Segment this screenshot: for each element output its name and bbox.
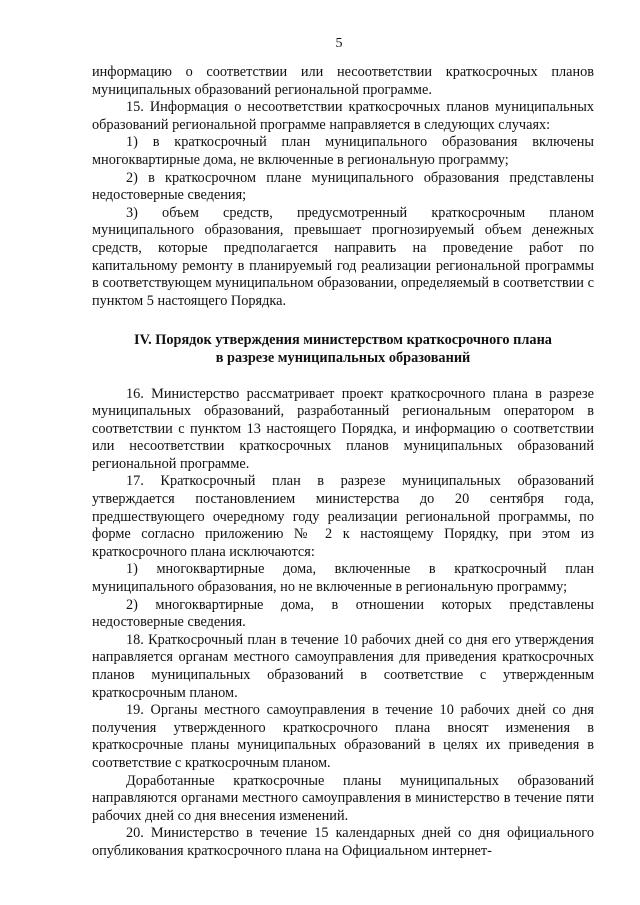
section-three-continuation [92, 64, 594, 310]
paragraph: 17. Краткосрочный план в разрезе муниципальных образований утверждается постановлением министерства до 20 сентября года, предшествующего очередному году реализации региональной программы, по форме согласно приложению № 2 к настоящему Порядку, при этом из краткосрочного плана исключаются: [92, 473, 594, 560]
paragraph: 19. Органы местного самоуправления в течение 10 рабочих дней со дня получения утвержденного краткосрочного плана вносят изменения в краткосрочные планы муниципальных образований в целях их приведения в соответствие с краткосрочным планом. [92, 702, 594, 771]
paragraph: 1) в краткосрочный план муниципального образования включены многоквартирные дома, не включенные в региональную программу; [92, 134, 594, 168]
paragraph: информацию о соответствии или несоответствии краткосрочных планов муниципальных образований региональной программе. [92, 64, 594, 98]
document-body [92, 64, 594, 861]
section-four-body [92, 386, 594, 861]
paragraph: 15. Информация о несоответствии краткосрочных планов муниципальных образований региональной программе направляется в следующих случаях: [92, 99, 594, 133]
section-heading-line-2: в разрезе муниципальных образований [215, 349, 471, 366]
section-heading-line-1: IV. Порядок утверждения министерством краткосрочного плана [134, 332, 552, 349]
paragraph: 1) многоквартирные дома, включенные в краткосрочный план муниципального образования, но не включенные в региональную программу; [92, 561, 594, 596]
section-heading-iv [92, 332, 594, 367]
paragraph: 2) в краткосрочном плане муниципального образования представлены недостоверные сведения; [92, 169, 594, 204]
paragraph: 2) многоквартирные дома, в отношении которых представлены недостоверные сведения. [92, 596, 594, 631]
page-number: 5 [335, 36, 343, 51]
paragraph: Доработанные краткосрочные планы муниципальных образований направляются органами местного самоуправления в министерство в течение пяти рабочих дней со дня внесения изменений. [92, 772, 594, 824]
paragraph: 16. Министерство рассматривает проект краткосрочного плана в разрезе муниципальных образований, разработанный региональным оператором в соответствии с пунктом 13 настоящего Порядка, и информацию о соответствии или несоответствии краткосрочных планов муниципальных образований региональной программе. [92, 385, 594, 472]
paragraph: 18. Краткосрочный план в течение 10 рабочих дней со дня его утверждения направляется органам местного самоуправления для приведения краткосрочных планов муниципальных образований в соответствие с утвержденным краткосрочным планом. [92, 631, 594, 701]
paragraph: 3) объем средств, предусмотренный краткосрочным планом муниципального образования, превышает прогнозируемый объем денежных средств, которые предполагается направить на проведение работ по капитальному ремонту в планируемый год реализации региональной программы в соответствующем муниципальном образовании, определяемый в соответствии с пунктом 5 настоящего Порядка. [92, 204, 594, 309]
paragraph: 20. Министерство в течение 15 календарных дней со дня официального опубликования краткосрочного плана на Официальном интернет- [92, 825, 594, 859]
